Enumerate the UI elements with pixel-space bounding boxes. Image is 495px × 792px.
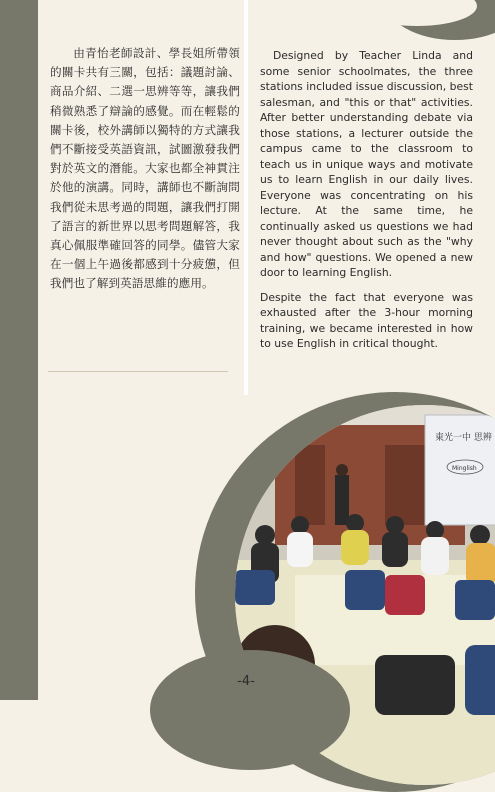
left-decorative-band <box>0 0 38 700</box>
left-horizontal-rule <box>48 371 228 372</box>
screen-logo-text: Minglish <box>452 465 477 472</box>
column-divider <box>244 0 248 395</box>
bottom-decoration <box>150 650 350 770</box>
screen-title-text: 東光一中 思辨 <box>435 433 492 443</box>
english-paragraph-2: Despite the fact that everyone was exhausted after the 3-hour morning training, we became interested in how to use English in critical thought. <box>260 290 473 350</box>
chinese-paragraph: 由青怡老師設計、學長姐所帶領的關卡共有三關，包括：議題討論、商品介紹、二選一思辨等等，讓我們稍微熟悉了辯論的感覺。而在輕鬆的關卡後，校外講師以獨特的方式讓我們不斷接受英語資訊，試圖激發我們對於英文的潛能。大家也都全神貫注於他的演講。同時，講師也不斷詢問我們從未思考過的問題，讓我們打開了語言的新世界以思考問題解答，我真心佩服準確回答的同學。儘管大家在一個上午過後都感到十分疲憊，但我們也了解到英語思維的應用。 <box>50 46 240 291</box>
english-paragraph-1: Designed by Teacher Linda and some senior schoolmates, the three stations included issue discussion, best salesman, and "this or that" activities. After better understanding debate via those stations, a lecturer outside the campus came to the classroom to teach us in unique ways and motivate us to learn English in our daily lives. Everyone was concentrating on his lecture. At the same time, he continually asked us questions we had never thought about such as the "why and how" questions. We opened a new door to learning English. <box>260 49 473 279</box>
english-column <box>260 48 473 361</box>
page-number: -4- <box>237 674 255 689</box>
